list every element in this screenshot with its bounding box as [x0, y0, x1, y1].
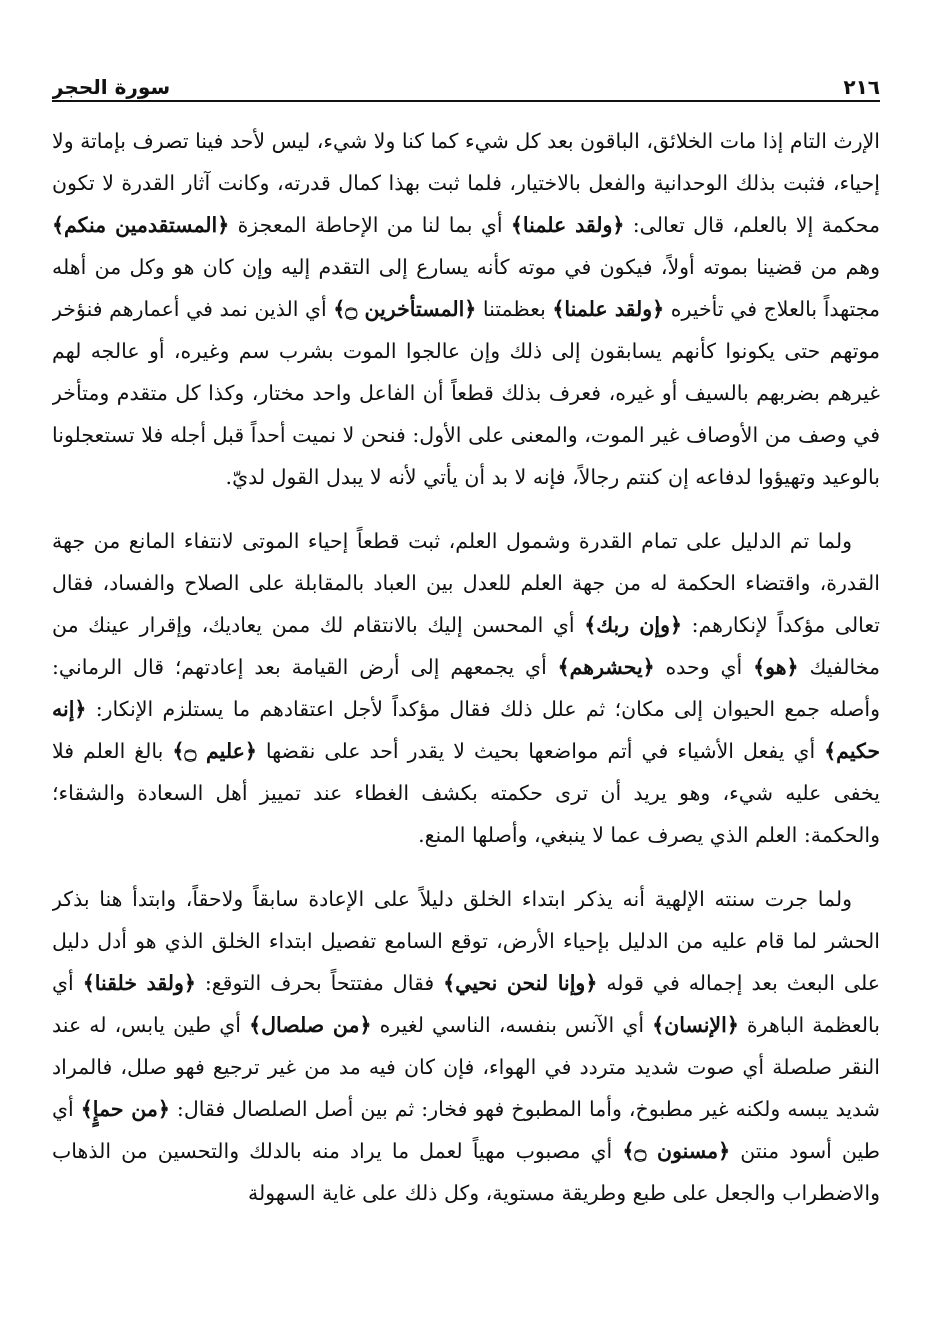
paragraph-text: أي طين أسود منتن [52, 1097, 880, 1163]
quran-citation: ﴿المستقدمين منكم﴾ [52, 213, 230, 237]
paragraph-text: أي طين يابس، له عند النقر صلصلة أي صوت شديد متردد في الهواء، فإن كان فيه مد من غير ترجيع فهو صلل، فالمراد شديد يبسه ولكنه غير مطبوخ، وأما المطبوخ فهو فخار: ثم بين أصل الصلصال فقال: [52, 1013, 880, 1121]
quran-citation: ﴿الإنسان﴾ [652, 1013, 739, 1037]
paragraph-text: أي مصبوب مهياً لعمل ما يراد منه بالدلك والتحسين من الذهاب والاضطراب والجعل على طبع وطريقة مستوية، وكل ذلك على غاية السهولة [52, 1139, 880, 1205]
quran-citation: ﴿وإن ربك﴾ [584, 613, 682, 637]
paragraph-text: ولما جرت سنته الإلهية أنه يذكر ابتداء الخلق دليلاً على الإعادة سابقاً ولاحقاً، وابتدأ هنا بذكر الحشر لما قام عليه من الدليل بإحياء الأرض، توقع السامع تفصيل ابتداء الخلق الذي هو أدل دليل على البعث بعد إجماله في قوله [52, 887, 880, 995]
paragraph-text: بعظمتنا [476, 297, 553, 321]
quran-citation: ﴿يحشرهم﴾ [557, 655, 655, 679]
paragraph [52, 120, 880, 498]
paragraph-text: أي بالعظمة الباهرة [52, 971, 880, 1037]
quran-citation: ﴿وإنا لنحن نحيي﴾ [443, 971, 598, 995]
paragraph-text: وهم من قضينا بموته أولاً، فيكون في موته كأنه يسارع إلى التقدم إليه وإن كان هو وكل من أهله مجتهداً بالعلاج في تأخيره [52, 255, 880, 321]
quran-citation: ﴿المستأخرين ۝﴾ [333, 297, 477, 321]
quran-citation: ﴿عليم ۝﴾ [172, 739, 257, 763]
paragraph-text: أي يجمعهم إلى أرض القيامة بعد إعادتهم؛ قال الرماني: وأصله جمع الحيوان إلى مكان؛ ثم علل ذلك فقال مؤكداً لأجل اعتقادهم ما يستلزم الإنكار: [52, 655, 880, 721]
paragraph-text: أي يفعل الأشياء في أتم مواضعها بحيث لا يقدر أحد على نقضها [256, 739, 825, 763]
quran-citation: ﴿من صلصال﴾ [249, 1013, 372, 1037]
paragraph-text: أي بما لنا من الإحاطة المعجزة [229, 213, 511, 237]
paragraph [52, 520, 880, 856]
document-page [52, 62, 880, 1332]
quran-citation: ﴿من حمإٍ﴾ [80, 1097, 170, 1121]
paragraph-text: فقال مفتتحاً بحرف التوقع: [195, 971, 444, 995]
paragraph-text: الإرث التام إذا مات الخلائق، الباقون بعد كل شيء كما كنا ولا شيء، ليس لأحد فينا تصرف بإماتة ولا إحياء، فثبت بذلك الوحدانية والفعل بالاختيار، فلما ثبت بهذا كمال قدرته، وكانت آثار القدرة لا تكون محكمة إلا بالعلم، قال تعالى: [52, 129, 880, 237]
paragraph-text: أي الآنس بنفسه، الناسي لغيره [371, 1013, 653, 1037]
page-body [52, 120, 880, 1214]
quran-citation: ﴿ولقد خلقنا﴾ [82, 971, 196, 995]
page-header [52, 62, 880, 102]
quran-citation: ﴿مسنون ۝﴾ [622, 1139, 731, 1163]
paragraph-text: أي المحسن إليك بالانتقام لك ممن يعاديك، وإقرار عينك من مخالفيك [52, 613, 880, 679]
quran-citation: ﴿ولقد علمنا﴾ [510, 213, 625, 237]
paragraph-text: ولما تم الدليل على تمام القدرة وشمول العلم، ثبت قطعاً إحياء الموتى لانتفاء المانع من جهة القدرة، واقتضاء الحكمة له من جهة العلم للعدل بين العباد بالمقابلة على الصلاح والفساد، فقال تعالى مؤكداً لإنكارهم: [52, 529, 880, 637]
paragraph-text: أي الذين نمد في أعمارهم فنؤخر موتهم حتى يكونوا كأنهم يسابقون إلى ذلك وإن عالجوا الموت بشرب سم وغيره، أو عالجه لهم غيرهم بضربهم بالسيف أو غيره، فعرف بذلك قطعاً أن الفاعل واحد مختار، وكذا كل متقدم ومتأخر في وصف من الأوصاف غير الموت، والمعنى على الأول: فنحن لا نميت أحداً قبل أجله فلا تستعجلونا بالوعيد وتهيؤوا لدفاعه إن كنتم رجالاً، فإنه لا بد أن يأتي لأنه لا يبدل القول لديّ. [52, 297, 880, 489]
quran-citation: ﴿ولقد علمنا﴾ [552, 297, 665, 321]
running-title: سورة الحجر [52, 75, 171, 99]
paragraph-text: أي وحده [654, 655, 754, 679]
quran-citation: ﴿إنه حكيم﴾ [52, 697, 880, 763]
page-number: ٢١٦ [843, 75, 880, 99]
paragraph-text: بالغ العلم فلا يخفى عليه شيء، وهو يريد أن ترى حكمته بكشف الغطاء عند تمييز أهل السعادة والشقاء؛ والحكمة: العلم الذي يصرف عما لا ينبغي، وأصلها المنع. [52, 739, 880, 847]
paragraph [52, 878, 880, 1214]
quran-citation: ﴿هو﴾ [753, 655, 799, 679]
